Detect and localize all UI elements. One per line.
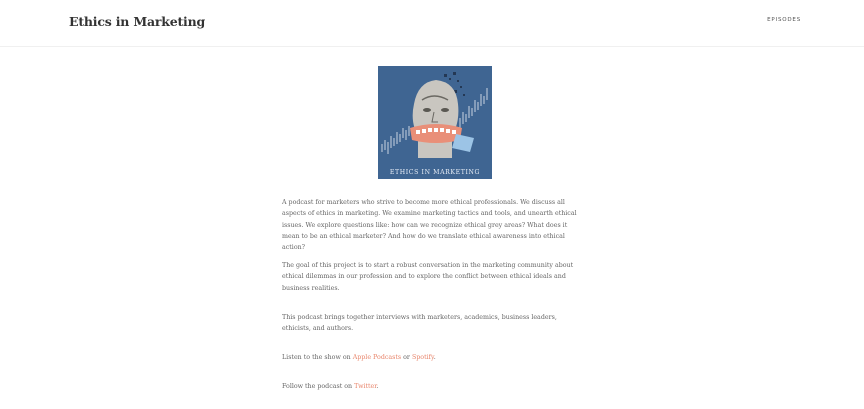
site-title[interactable]: Ethics in Marketing bbox=[69, 14, 206, 29]
site-header bbox=[0, 0, 864, 47]
twitter-link[interactable]: Twitter bbox=[354, 383, 377, 390]
description-paragraph-1: A podcast for marketers who strive to become more ethical professionals. We discuss all aspects of ethics in marketing. We examine marketing tactics and tools, and unearth ethical issues. We explore questions like: how can we recognize ethical grey areas? What does it mean to be an ethical marketer? And how do we translate ethical awareness into ethical action? bbox=[282, 199, 577, 252]
podcast-cover-image bbox=[378, 66, 492, 179]
description-paragraph-2: The goal of this project is to start a robust conversation in the marketing community about ethical dilemmas in our profession and to explore the conflict between ethical ideals and business realities. bbox=[282, 262, 574, 292]
nav-episodes-link[interactable]: EPISODES bbox=[767, 17, 801, 23]
follow-paragraph: Follow the podcast on Twitter. bbox=[282, 383, 379, 390]
apple-podcasts-link[interactable]: Apple Podcasts bbox=[352, 354, 402, 361]
svg-text:ETHICS IN MARKETING: ETHICS IN MARKETING bbox=[389, 169, 481, 176]
description-paragraph-3: This podcast brings together interviews with marketers, academics, business leaders, ethicists, and authors. bbox=[282, 314, 557, 333]
cover-art-icon bbox=[378, 66, 492, 179]
listen-paragraph: Listen to the show on Apple Podcasts or Spotify. bbox=[282, 354, 436, 361]
spotify-link[interactable]: Spotify bbox=[411, 354, 434, 361]
